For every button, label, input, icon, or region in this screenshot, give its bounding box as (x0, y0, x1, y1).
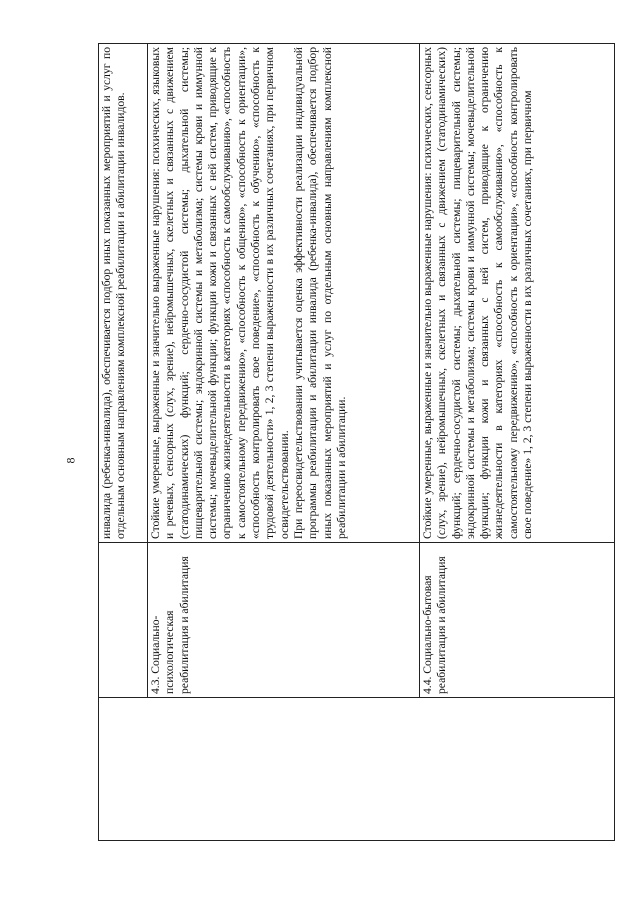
row-text-cell (420, 44, 615, 543)
row-heading-cell (99, 543, 148, 698)
row-text-reexamination: При переосвидетельствовании учитывается оценка эффективности реализации индивидуальной программы реабилитации и абилитации инвалида (ребенка-инвалида), обеспечивается подбор иных показанных мероприятий и услуг по отдельным основным направлениям комплексной реабилитации и абилитации. (291, 47, 348, 539)
row-text-cell (148, 44, 420, 543)
page-number: 8 (63, 457, 78, 464)
row-text: Стойкие умеренные, выраженные и значительно выраженные нарушения: психических, языковых и речевых, сенсорных (слух, зрение), нейромышечных, скелетных и связанных с движением (статодинамических) функций; сердечно-сосудистой системы; дыхательной системы; пищеварительной системы; эндокринной системы и метаболизма; системы крови и иммунной системы; мочевыделительной функции; функции кожи и связанных с ней систем, приводящие к ограничению жизнедеятельности в категориях «способность к самообслуживанию», «способность к самостоятельному передвижению», «способность к общению», «способность к ориентации», «способность контролировать свое поведение», «способность к обучению», «способность к трудовой деятельности» 1, 2, 3 степени выраженности в их различных сочетаниях, при первичном освидетельствовании. (149, 47, 291, 539)
row-heading: 4.3. Социально- психологическая реабилитация и абилитация (149, 556, 191, 694)
rehabilitation-table (98, 43, 615, 841)
row-heading-cell (148, 543, 420, 698)
rotated-table-container (98, 47, 614, 841)
row-heading: 4.4. Социально-бытовая реабилитация и абилитация (421, 556, 449, 694)
row-text: инвалида (ребенка-инвалида), обеспечивается подбор иных показанных мероприятий и услуг по отдельным основным направлениям комплексной реабилитации и абилитации инвалидов. (100, 47, 128, 539)
row-heading-cell (420, 543, 615, 698)
row-text-cell (99, 44, 148, 543)
row-text: Стойкие умеренные, выраженные и значительно выраженные нарушения: психических, сенсорных (слух, зрение), нейромышечных, скелетных и связанных с движением (статодинамических) функций; сердечно-сосудистой системы; дыхательной системы; пищеварительной системы; эндокринной системы и метаболизма; системы крови и иммунной системы; мочевыделительной функции; функции кожи и связанных с ней систем, приводящие к ограничению жизнедеятельности в категориях «способность к самообслуживанию», «способность к самостоятельному передвижению», «способность к ориентации», «способность контролировать свое поведение» 1, 2, 3 степени выраженности в их различных сочетаниях, при первичном (421, 47, 535, 539)
table-row (99, 44, 148, 841)
empty-column-cell (99, 698, 615, 841)
